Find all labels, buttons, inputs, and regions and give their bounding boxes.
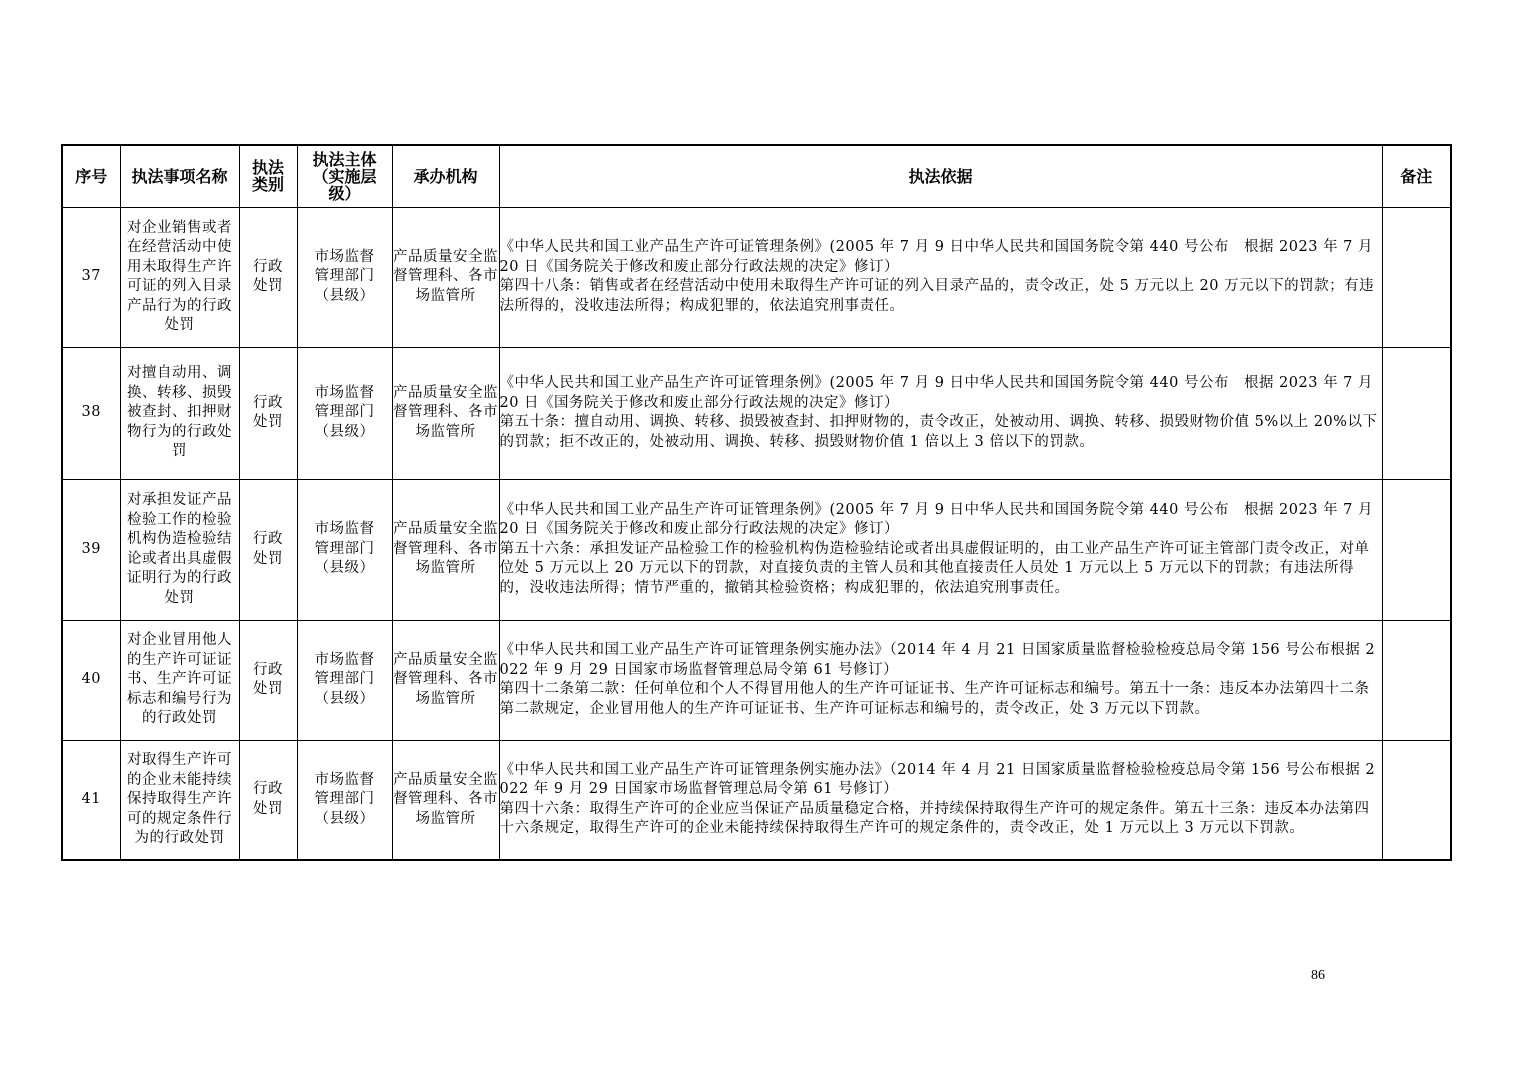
basis-article: 第四十二条第二款：任何单位和个人不得冒用他人的生产许可证证书、生产许可证标志和编号。第五十一条：违反本办法第四十二条第二款规定，企业冒用他人的生产许可证证书、生产许可证标志和编号的，责令改正，处 3 万元以下罚款。 <box>499 681 1370 717</box>
row-no: 37 <box>62 207 120 347</box>
row-basis <box>499 207 1382 347</box>
row-note <box>1382 479 1451 620</box>
basis-source: 《中华人民共和国工业产品生产许可证管理条例》(2005 年 7 月 9 日中华人民共和国国务院令第 440 号公布 根据 2023 年 7 月 20 日《国务院关于修改和废止部分行政法规的决定》修订） <box>499 239 1374 275</box>
basis-source: 《中华人民共和国工业产品生产许可证管理条例》(2005 年 7 月 9 日中华人民共和国国务院令第 440 号公布 根据 2023 年 7 月 20 日《国务院关于修改和废止部分行政法规的决定》修订） <box>499 375 1374 411</box>
row-note <box>1382 347 1451 479</box>
row-no: 40 <box>62 620 120 740</box>
row-no: 38 <box>62 347 120 479</box>
row-subject: 市场监督管理部门（县级） <box>297 479 392 620</box>
basis-source: 《中华人民共和国工业产品生产许可证管理条例实施办法》（2014 年 4 月 21 日国家质量监督检验检疫总局令第 156 号公布根据 2022 年 9 月 29 日国家市场监督管理总局令第 61 号修订） <box>499 761 1376 798</box>
row-basis <box>499 740 1382 860</box>
basis-article: 第四十六条：取得生产许可的企业应当保证产品质量稳定合格，并持续保持取得生产许可的规定条件。第五十三条：违反本办法第四十六条规定，取得生产许可的企业未能持续保持取得生产许可的规定条件的，责令改正，处 1 万元以上 3 万元以下罚款。 <box>499 800 1370 837</box>
header-note: 备注 <box>1382 145 1451 207</box>
row-type: 行政处罚 <box>239 740 297 860</box>
row-org: 产品质量安全监督管理科、各市场监管所 <box>392 740 499 860</box>
basis-source: 《中华人民共和国工业产品生产许可证管理条例》(2005 年 7 月 9 日中华人民共和国国务院令第 440 号公布 根据 2023 年 7 月 20 日《国务院关于修改和废止部分行政法规的决定》修订） <box>499 501 1374 538</box>
row-name: 对企业销售或者在经营活动中使用未取得生产许可证的列入目录产品行为的行政处罚 <box>120 207 239 347</box>
enforcement-items-table <box>61 144 1452 861</box>
header-subject: 执法主体（实施层级） <box>297 145 392 207</box>
row-subject: 市场监督管理部门（县级） <box>297 620 392 740</box>
row-org: 产品质量安全监督管理科、各市场监管所 <box>392 207 499 347</box>
header-type: 执法类别 <box>239 145 297 207</box>
header-org: 承办机构 <box>392 145 499 207</box>
table-row <box>62 740 1451 860</box>
row-no: 41 <box>62 740 120 860</box>
header-no: 序号 <box>62 145 120 207</box>
row-basis <box>499 479 1382 620</box>
page-number: 86 <box>1311 968 1325 983</box>
row-name: 对擅自动用、调换、转移、损毁被查封、扣押财物行为的行政处罚 <box>120 347 239 479</box>
row-type: 行政处罚 <box>239 620 297 740</box>
row-type: 行政处罚 <box>239 347 297 479</box>
row-subject: 市场监督管理部门（县级） <box>297 740 392 860</box>
basis-article: 第五十六条：承担发证产品检验工作的检验机构伪造检验结论或者出具虚假证明的，由工业产品生产许可证主管部门责令改正，对单位处 5 万元以上 20 万元以下的罚款，对直接负责的主管人员和其他直接责任人员处 1 万元以上 5 万元以下的罚款；有违法所得的，没收违法所得；情节严重的，撤销其检验资格；构成犯罪的，依法追究刑事责任。 <box>499 540 1370 596</box>
basis-article: 第四十八条：销售或者在经营活动中使用未取得生产许可证的列入目录产品的，责令改正，处 5 万元以上 20 万元以下的罚款；有违法所得的，没收违法所得；构成犯罪的，依法追究刑事责任。 <box>499 278 1375 314</box>
row-name: 对企业冒用他人的生产许可证证书、生产许可证标志和编号行为的行政处罚 <box>120 620 239 740</box>
row-subject: 市场监督管理部门（县级） <box>297 347 392 479</box>
table-row <box>62 347 1451 479</box>
table-header-row <box>62 145 1451 207</box>
row-basis <box>499 347 1382 479</box>
row-note <box>1382 740 1451 860</box>
row-note <box>1382 620 1451 740</box>
table-row <box>62 479 1451 620</box>
table-row <box>62 207 1451 347</box>
row-type: 行政处罚 <box>239 207 297 347</box>
row-org: 产品质量安全监督管理科、各市场监管所 <box>392 479 499 620</box>
basis-article: 第五十条：擅自动用、调换、转移、损毁被查封、扣押财物的，责令改正，处被动用、调换、转移、损毁财物价值 5%以上 20%以下的罚款；拒不改正的，处被动用、调换、转移、损毁财物价值 1 倍以上 3 倍以下的罚款。 <box>499 414 1378 450</box>
row-type: 行政处罚 <box>239 479 297 620</box>
table-row <box>62 620 1451 740</box>
row-name: 对取得生产许可的企业未能持续保持取得生产许可的规定条件行为的行政处罚 <box>120 740 239 860</box>
row-no: 39 <box>62 479 120 620</box>
header-basis: 执法依据 <box>499 145 1382 207</box>
row-subject: 市场监督管理部门（县级） <box>297 207 392 347</box>
row-note <box>1382 207 1451 347</box>
basis-source: 《中华人民共和国工业产品生产许可证管理条例实施办法》（2014 年 4 月 21 日国家质量监督检验检疫总局令第 156 号公布根据 2022 年 9 月 29 日国家市场监督管理总局令第 61 号修订） <box>499 642 1376 678</box>
header-name: 执法事项名称 <box>120 145 239 207</box>
row-org: 产品质量安全监督管理科、各市场监管所 <box>392 347 499 479</box>
row-basis <box>499 620 1382 740</box>
row-name: 对承担发证产品检验工作的检验机构伪造检验结论或者出具虚假证明行为的行政处罚 <box>120 479 239 620</box>
row-org: 产品质量安全监督管理科、各市场监管所 <box>392 620 499 740</box>
